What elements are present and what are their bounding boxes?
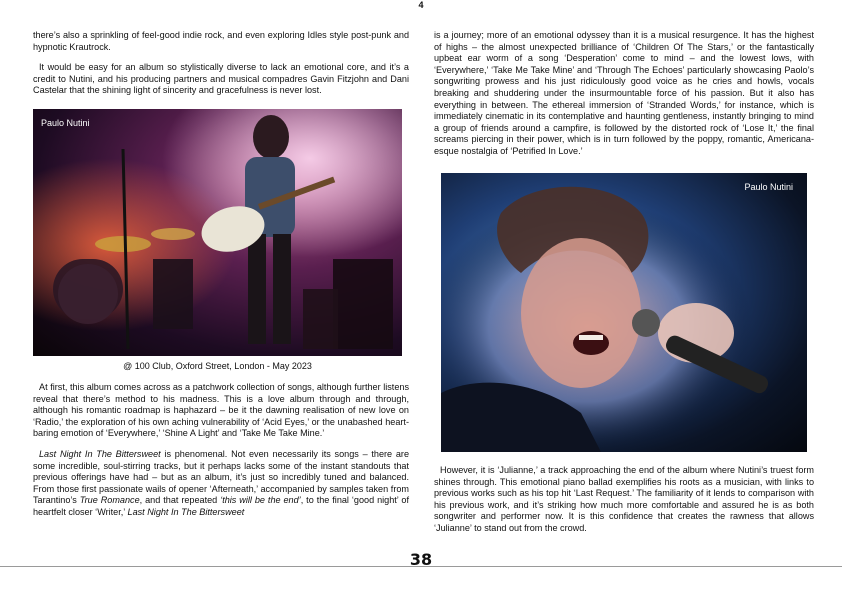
right-paragraph-2: However, it is ‘Julianne,’ a track approaching the end of the album where Nutini’s truest form shines through. This emotional piano ballad exemplifies his roots as a musician, with links to previous works such as his top hit ‘Last Request.’ The familiarity of it lends to comparison with his previous work, and it’s striking how much more comfortable and assured he is as both songwriter and performer now. It is this confidence that creates the rawness that allows ‘Julianne’ to stand out from the crowd. (434, 465, 814, 533)
bottom-page-number: 38 (409, 550, 433, 569)
left-paragraph-4 (33, 449, 409, 519)
left-column-lower (33, 382, 409, 528)
right-column-lower (434, 465, 814, 544)
top-page-number: 4 (418, 0, 424, 10)
left-paragraph-3: At first, this album comes across as a patchwork collection of songs, although further listens reveal that there’s method to his madness. This is a love album through and through, although his romantic roadmap is haphazard – be it the dawning realisation of new love on ‘Radio,’ the exploration of his own aching vulnerability of ‘Acid Eyes,’ or the unabashed heart-baring emotion of ‘Everywhere,’ ‘Shine A Light’ and ‘Take Me Take Mine.’ (33, 382, 409, 439)
concert-photo-illustration (33, 109, 402, 356)
left-paragraph-4-text-c: , to the final ‘good night’ of heartfelt closer ‘Writer,’ (33, 495, 410, 517)
photo2-overlay-caption: Paulo Nutini (744, 182, 793, 192)
album-title-italic-2: Last Night In The Bittersweet (127, 506, 245, 517)
right-paragraph-1: is a journey; more of an emotional odyssey than it is a musical resurgence. It has the highest of highs – the almost unexpected brilliance of ‘Children Of The Stars,’ or the fantastically upbeat ear worm of a song ‘Desperation’ come to mind – and the lowest lows, with ‘Everywhere,’ ‘Take Me Take Mine’ and ‘Through The Echoes’ particularly showcasing Paolo’s songwriting prowess and his just ridiculously good voice as he cries and howls, vocals breaking and shuddering under the insurmountable force of his passion. But it also has everything in between. The ethereal immersion of ‘Stranded Words,’ for instance, which is immediately cinematic in its contemplative and haunting gentleness, instantly bringing to mind a group of friends around a campfire, is followed by the distorted rock of ‘Lose It,’ the final screams piercing in their power, which is in turn followed by the poppy, romantic, Americana-esque nostalgia of ‘Petrified In Love.’ (434, 30, 814, 156)
singer-photo-illustration (441, 173, 807, 452)
left-paragraph-2: It would be easy for an album so stylistically diverse to lack an emotional core, and it’s a credit to Nutini, and his producing partners and musical compadres Gavin Fitzjohn and Dani Castelar that the shining light of sincerity and gracefulness is never lost. (33, 62, 409, 96)
concert-photo-band (33, 109, 402, 356)
left-paragraph-1: there’s also a sprinkling of feel-good indie rock, and even exploring Idles style post-punk and hypnotic Krautrock. (33, 30, 409, 52)
film-title-italic: True Romance (79, 495, 140, 506)
left-paragraph-4-text-a: is phenomenal. Not even necessarily its songs – there are some incredible, soul-stirring tracks, but it perhaps lacks some of the instant standouts that previous offerings have had – but as an album, it’s just so incredibly tuned and balanced. From those first passionate wails of opener ‘Afterneath,’ accompanied by samples taken from Tarantino’s (33, 448, 409, 506)
photo1-caption: @ 100 Club, Oxford Street, London - May 2023 (123, 361, 312, 371)
right-column (434, 30, 814, 167)
album-title-italic-1: Last Night In The Bittersweet (39, 448, 161, 459)
left-column (33, 30, 409, 106)
concert-photo-singer (441, 173, 807, 452)
quote-italic: ‘this will be the end’ (220, 495, 301, 506)
photo1-overlay-caption: Paulo Nutini (41, 118, 90, 128)
left-paragraph-4-text-b: , and that repeated (139, 495, 221, 506)
